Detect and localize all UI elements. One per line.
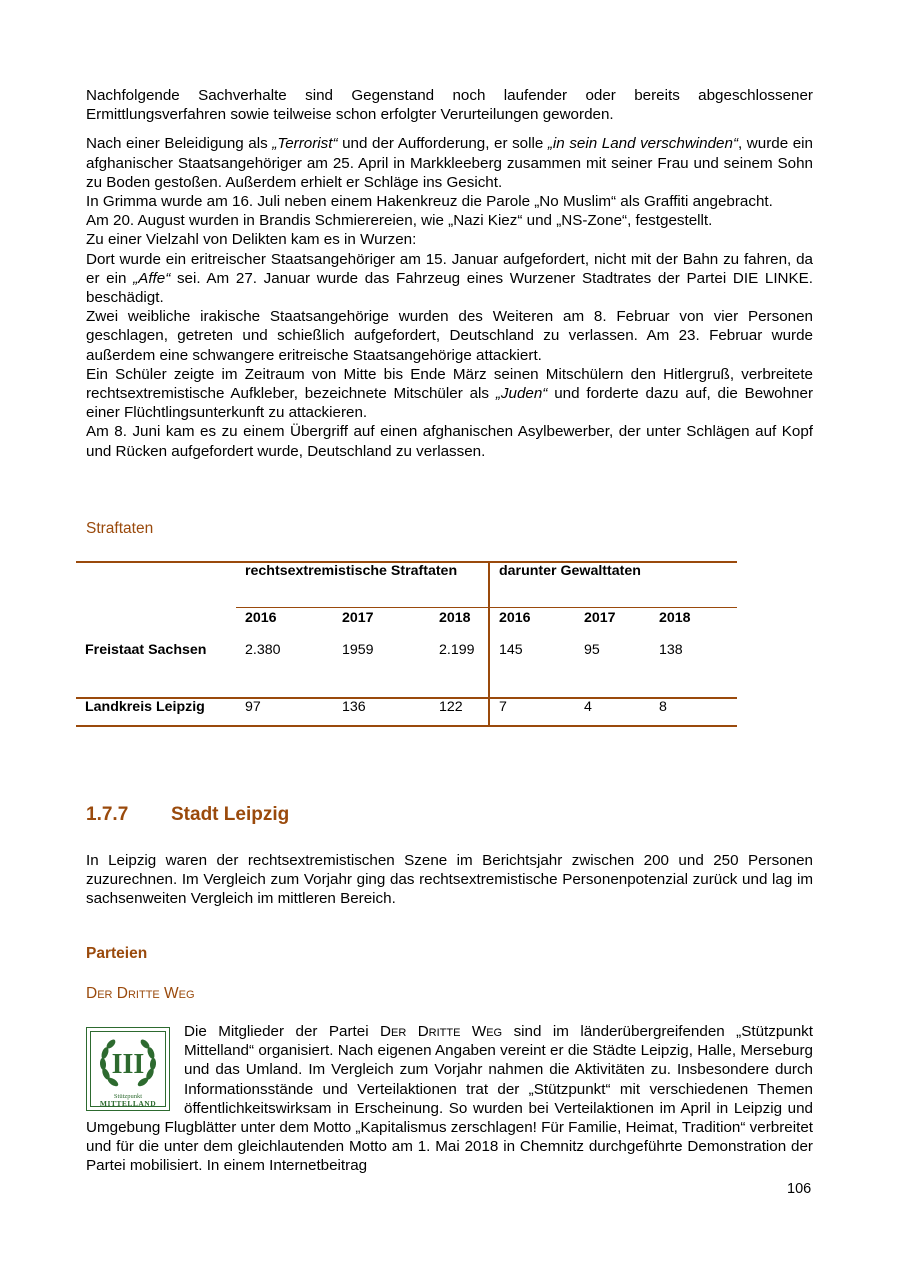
- header-group-rechtsextremistisch: rechtsextremistische Straftaten: [236, 562, 489, 608]
- table-row: [76, 698, 737, 726]
- row-label: Landkreis Leipzig: [76, 698, 236, 726]
- row-label: Freistaat Sachsen: [85, 642, 207, 658]
- year-cell: 2016: [236, 608, 333, 643]
- table-year-row: [76, 608, 737, 643]
- case-school: Ein Schüler zeigte im Zeitraum von Mitte bis Ende März seinen Mitschülern den Hitlergruß, verbreitete rechtsextremistische Aufkleber, bezeichnete Mitschüler als „Juden“ und forderte dazu auf, die Bewohner einer Flüchtlingsunterkunft zu attackieren.: [86, 365, 814, 422]
- value-cell: 136: [333, 698, 430, 726]
- value-cell: 4: [575, 698, 650, 726]
- crime-statistics-table: [76, 561, 737, 727]
- stuetzpunkt-mittelland-logo: [86, 1027, 170, 1111]
- year-cell: 2017: [575, 608, 650, 643]
- value-cell: 2.380: [245, 642, 281, 658]
- case-wurzen-1: Dort wurde ein eritreischer Staatsangehöriger am 15. Januar aufgefordert, nicht mit der Bahn zu fahren, da er ein „Affe“ sei. Am 27. Januar wurde das Fahrzeug eines Wurzener Stadtrates der Partei DIE LINKE. beschädigt.: [86, 250, 813, 307]
- year-cell: 2017: [333, 608, 430, 643]
- subheading-parteien: Parteien: [86, 945, 148, 962]
- case-markkleeberg: Nach einer Beleidigung als „Terrorist“ und der Aufforderung, er solle „in sein Land verschwinden“, wurde ein afghanischer Staatsangehöriger am 25. April in Markkleeberg zusammen mit seiner Frau und seinem Sohn zu Boden gestoßen. Außerdem erhielt er Schläge ins Gesicht.: [86, 135, 813, 191]
- table-row: [76, 642, 737, 698]
- party-section: [86, 1022, 813, 1176]
- year-cell: 2016: [489, 608, 575, 643]
- value-cell: 138: [659, 642, 683, 658]
- value-cell: 2.199: [439, 642, 475, 658]
- intro-paragraph: Nachfolgende Sachverhalte sind Gegenstand noch laufender oder bereits abgeschlossener Ermittlungsverfahren sowie teilweise schon erfolgter Verurteilungen geworden.: [86, 87, 813, 124]
- table-corner-cell: [76, 562, 236, 608]
- case-grimma: In Grimma wurde am 16. Juli neben einem Hakenkreuz die Parole „No Muslim“ als Graffiti angebracht.: [86, 193, 773, 211]
- svg-text:Stützpunkt: Stützpunkt: [113, 1093, 143, 1100]
- case-wurzen-intro: Zu einer Vielzahl von Delikten kam es in Wurzen:: [86, 231, 417, 249]
- laurel-wreath-icon: [87, 1028, 169, 1110]
- table-empty-cell: [76, 608, 236, 643]
- section-number: 1.7.7: [86, 804, 129, 825]
- svg-text:III: III: [111, 1049, 145, 1080]
- year-cell: 2018: [430, 608, 489, 643]
- value-cell: 145: [489, 642, 575, 698]
- subheading-party-name: Der Dritte Weg: [86, 985, 195, 1002]
- section-heading: [86, 804, 289, 826]
- year-cell: 2018: [650, 608, 737, 643]
- value-cell: 7: [489, 698, 575, 726]
- value-cell: 95: [584, 642, 600, 658]
- case-wurzen-2: Zwei weibliche irakische Staatsangehörige wurden des Weiteren am 8. Februar von vier Personen geschlagen, getreten und schießlich aufgefordert, Deutschland zu verlassen. Am 23. Februar wurde außerdem eine schwangere eritreische Staatsangehörige attackiert.: [86, 308, 813, 364]
- value-cell: 97: [236, 698, 333, 726]
- page-number: 106: [787, 1181, 812, 1197]
- value-cell: 1959: [342, 642, 374, 658]
- case-brandis: Am 20. August wurden in Brandis Schmierereien, wie „Nazi Kiez“ und „NS-Zone“, festgestellt.: [86, 212, 713, 230]
- case-descriptions: [86, 86, 813, 461]
- section-label-straftaten: Straftaten: [86, 520, 154, 537]
- svg-text:MITTELLAND: MITTELLAND: [99, 1099, 157, 1108]
- section-title: Stadt Leipzig: [171, 804, 290, 825]
- leipzig-paragraph: In Leipzig waren der rechtsextremistischen Szene im Berichtsjahr zwischen 200 und 250 Personen zuzurechnen. Im Vergleich zum Vorjahr ging das rechtsextremistische Personenpotenzial zurück und lag im sachsenweiten Vergleich im mittleren Bereich.: [86, 852, 813, 908]
- case-june: Am 8. Juni kam es zu einem Übergriff auf einen afghanischen Asylbewerber, der unter Schlägen auf Kopf und Rücken aufgefordert wurde, Deutschland zu verlassen.: [86, 423, 813, 460]
- table-header-row: [76, 562, 737, 608]
- value-cell: 122: [430, 698, 489, 726]
- header-group-gewalttaten: darunter Gewalttaten: [489, 562, 737, 608]
- party-paragraph: Die Mitglieder der Partei Der Dritte Weg sind im länderübergreifenden „Stützpunkt Mittelland“ organisiert. Nach eigenen Angaben vereint er die Städte Leipzig, Halle, Merseburg und das Umland. Im Vergleich zum Vorjahr nahmen die Aktivitäten zu. Insbesondere durch Informationsstände und Verteilaktionen trat der „Stützpunkt“ mit verschiedenen Themen öffentlichkeitswirksam in Erscheinung. So wurden bei Verteilaktionen im April in Leipzig und Umgebung Flugblätter unter dem Motto „Kapitalismus zerschlagen! Für Familie, Heimat, Tradition“ verbreitet und für die unter dem gleichlautenden Motto am 1. Mai 2018 in Chemnitz durchgeführte Demonstration der Partei mobilisiert. In einem Internetbeitrag: [86, 1023, 813, 1175]
- value-cell: 8: [650, 698, 737, 726]
